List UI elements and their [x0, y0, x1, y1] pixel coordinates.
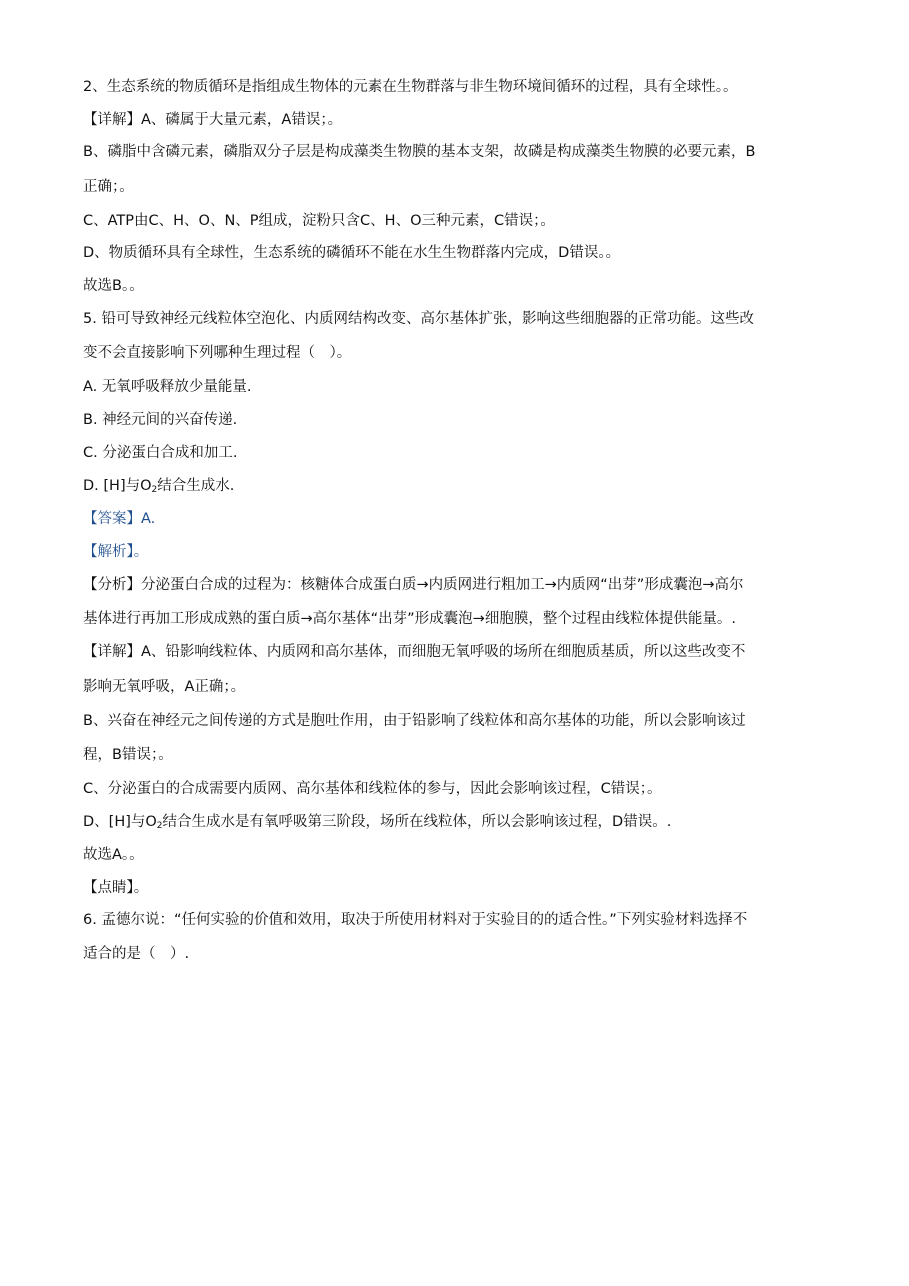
text-line: B、磷脂中含磷元素，磷脂双分子层是构成藻类生物膜的基本支架，故磷是构成藻类生物膜的必要元素，B	[83, 144, 756, 160]
text-line: 基体进行再加工形成成熟的蛋白质→高尔基体“出芽”形成囊泡→细胞膜，整个过程由线粒体提供能量。.	[83, 611, 736, 627]
text-line: 【分析】分泌蛋白合成的过程为：核糖体合成蛋白质→内质网进行粗加工→内质网“出芽”形成囊泡→高尔	[83, 577, 744, 593]
answer-label: 【答案】A.	[83, 511, 156, 527]
text-line: 故选B。。	[83, 278, 144, 294]
text-line: B、兴奋在神经元之间传递的方式是胞吐作用，由于铅影响了线粒体和高尔基体的功能，所以会影响该过	[83, 713, 746, 729]
text-line: 2、生态系统的物质循环是指组成生物体的元素在生物群落与非生物环境间循环的过程，具有全球性。。	[83, 79, 738, 95]
text-line: 故选A。。	[83, 847, 144, 863]
question-5-stem-cont: 变不会直接影响下列哪种生理过程（ ）。	[83, 345, 352, 361]
text-line: 【详解】A、铅影响线粒体、内质网和高尔基体，而细胞无氧呼吸的场所在细胞质基质，所以这些改变不	[83, 644, 746, 660]
text-line: C、ATP由C、H、O、N、P组成，淀粉只含C、H、O三种元素，C错误；。	[83, 213, 555, 229]
text-line: 影响无氧呼吸，A正确；。	[83, 679, 246, 695]
text-line: 【点睛】。	[83, 880, 149, 896]
option-d: D. [H]与$O_2$结合生成水.	[83, 478, 235, 495]
text-line: D、[H]与$O_2$结合生成水是有氧呼吸第三阶段，场所在线粒体，所以会影响该过程，D错误。.	[83, 814, 672, 831]
text-line: 【详解】A、磷属于大量元素，A错误；。	[83, 112, 343, 128]
text-line: 正确；。	[83, 179, 134, 195]
option-a: A. 无氧呼吸释放少量能量.	[83, 379, 252, 395]
question-5-stem: 5. 铅可导致神经元线粒体空泡化、内质网结构改变、高尔基体扩张，影响这些细胞器的正常功能。这些改	[83, 311, 754, 327]
option-c: C. 分泌蛋白合成和加工.	[83, 445, 238, 461]
question-6-stem-cont: 适合的是（ ）.	[83, 946, 190, 962]
text-line: 程，B错误；。	[83, 747, 173, 763]
text-line: C、分泌蛋白的合成需要内质网、高尔基体和线粒体的参与，因此会影响该过程，C错误；。	[83, 781, 662, 797]
option-b: B. 神经元间的兴奋传递.	[83, 412, 238, 428]
analysis-label: 【解析】。	[83, 544, 149, 560]
text-line: D、物质循环具有全球性，生态系统的磷循环不能在水生生物群落内完成，D错误。。	[83, 245, 621, 261]
question-6-stem: 6. 孟德尔说：“任何实验的价值和效用，取决于所使用材料对于实验目的的适合性。”下列实验材料选择不	[83, 912, 748, 928]
